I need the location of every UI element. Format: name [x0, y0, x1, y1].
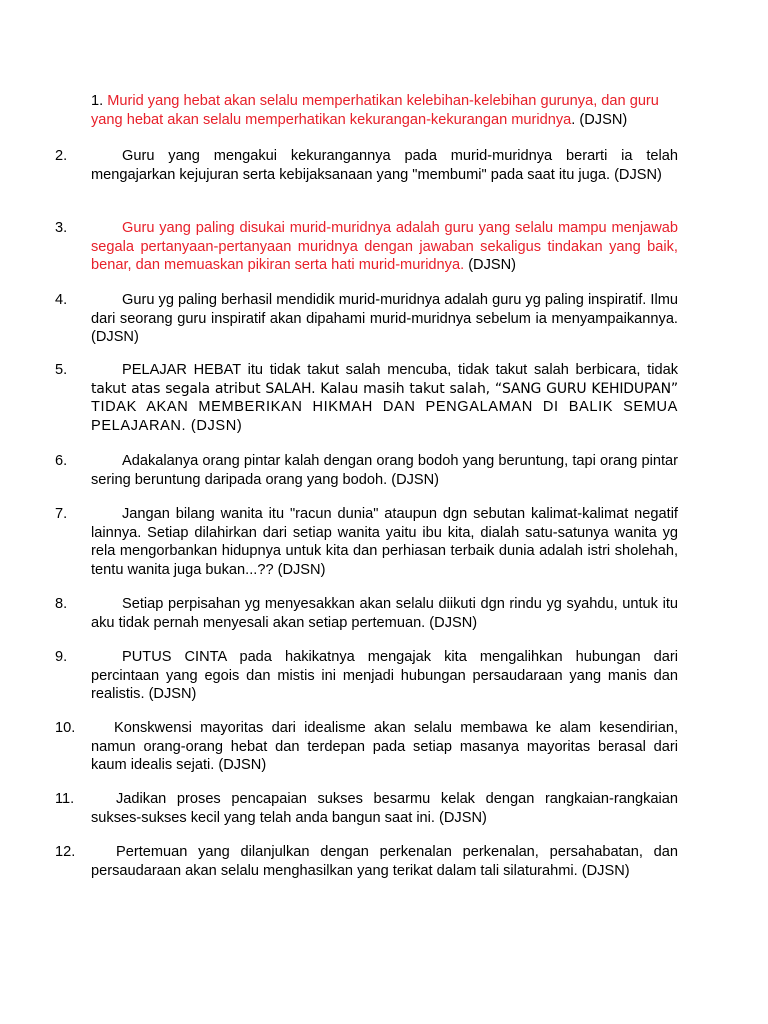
list-item-text-part: takut atas segala atribut SALAH. Kalau masih takut salah, “SANG GURU KEHIDUPAN”	[91, 380, 678, 397]
list-item-number: 5.	[55, 362, 68, 378]
list-item-body: Konskwensi mayoritas dari idealisme akan selalu membawa ke alam kesendirian, namun orang-orang hebat dan terdepan pada setiap masanya mayoritas berasal dari kaum idealis sejati. (DJSN)	[91, 720, 678, 773]
list-item-number: 3.	[55, 220, 68, 236]
highlighted-text: Guru yang paling disukai murid-muridnya adalah guru yang selalu mampu menjawab segala pertanyaan-pertanyaan muridnya dengan jawaban sekaligus tindakan yang baik, benar, dan memuaskan pikiran serta hati murid-muridnya.	[91, 220, 678, 273]
list-item-body: Guru yang mengakui kekurangannya pada murid-muridnya berarti ia telah mengajarkan kejujuran serta kebijaksanaan yang "membumi" pada saat itu juga. (DJSN)	[91, 148, 678, 183]
list-item-number: 4.	[55, 292, 68, 308]
list-item-number: 9.	[55, 649, 68, 665]
list-item-number: 1.	[91, 93, 104, 109]
list-item-body: Jadikan proses pencapaian sukses besarmu kelak dengan rangkaian-rangkaian sukses-sukses kecil yang telah anda bangun saat ini. (DJSN)	[91, 791, 678, 826]
list-item-body: Guru yg paling berhasil mendidik murid-muridnya adalah guru yg paling inspiratif. Ilmu dari seorang guru inspiratif akan dipahami murid-muridnya sebelum ia menyampaikannya. (DJSN)	[91, 292, 678, 345]
list-item-body: Jangan bilang wanita itu "racun dunia" ataupun dgn sebutan kalimat-kalimat negatif lainnya. Setiap dilahirkan dari setiap wanita yaitu ibu kita, dialah satu-satunya wanita yg rela mengorbankan hidupnya untuk kita dan perhiasan terbaik dunia adalah istri sholehah, tentu wanita juga bukan...?? (DJSN)	[91, 506, 678, 578]
list-item-body: Setiap perpisahan yg menyesakkan akan selalu diikuti dgn rindu yg syahdu, untuk itu aku tidak pernah menyesali akan setiap pertemuan. (DJSN)	[91, 596, 678, 631]
list-item-number: 10.	[55, 720, 76, 736]
list-item-number: 2.	[55, 148, 68, 164]
list-item-text-part: PELAJAR HEBAT itu tidak takut salah mencuba, tidak takut salah berbicara, tidak	[122, 362, 678, 378]
list-item-number: 7.	[55, 506, 68, 522]
list-item-text-part: TIDAK AKAN MEMBERIKAN HIKMAH DAN PENGALAMAN DI BALIK SEMUA PELAJARAN. (DJSN)	[91, 399, 678, 434]
list-item-number: 12.	[55, 844, 76, 860]
list-item-body	[91, 92, 678, 129]
list-item-number: 8.	[55, 596, 68, 612]
list-item-tail: (DJSN)	[464, 257, 517, 273]
list-item-number: 11.	[55, 791, 75, 807]
highlighted-text: Murid yang hebat akan selalu memperhatikan kelebihan-kelebihan gurunya, dan guru yang hebat akan selalu memperhatikan kekurangan-kekurangan muridnya	[91, 93, 659, 128]
list-item-number: 6.	[55, 453, 68, 469]
list-item-body	[91, 219, 678, 275]
list-item-body: PUTUS CINTA pada hakikatnya mengajak kita mengalihkan hubungan dari percintaan yang egois dan mistis ini menjadi hubungan persaudaraan yang manis dan realistis. (DJSN)	[91, 649, 678, 702]
list-item-body: Pertemuan yang dilanjulkan dengan perkenalan perkenalan, persahabatan, dan persaudaraan akan selalu menghasilkan yang terikat dalam tali silaturahmi. (DJSN)	[91, 844, 678, 879]
list-item-body	[91, 361, 678, 435]
list-item-tail: . (DJSN)	[571, 111, 628, 128]
list-item-body: Adakalanya orang pintar kalah dengan orang bodoh yang beruntung, tapi orang pintar sering beruntung daripada orang yang bodoh. (DJSN)	[91, 453, 678, 488]
